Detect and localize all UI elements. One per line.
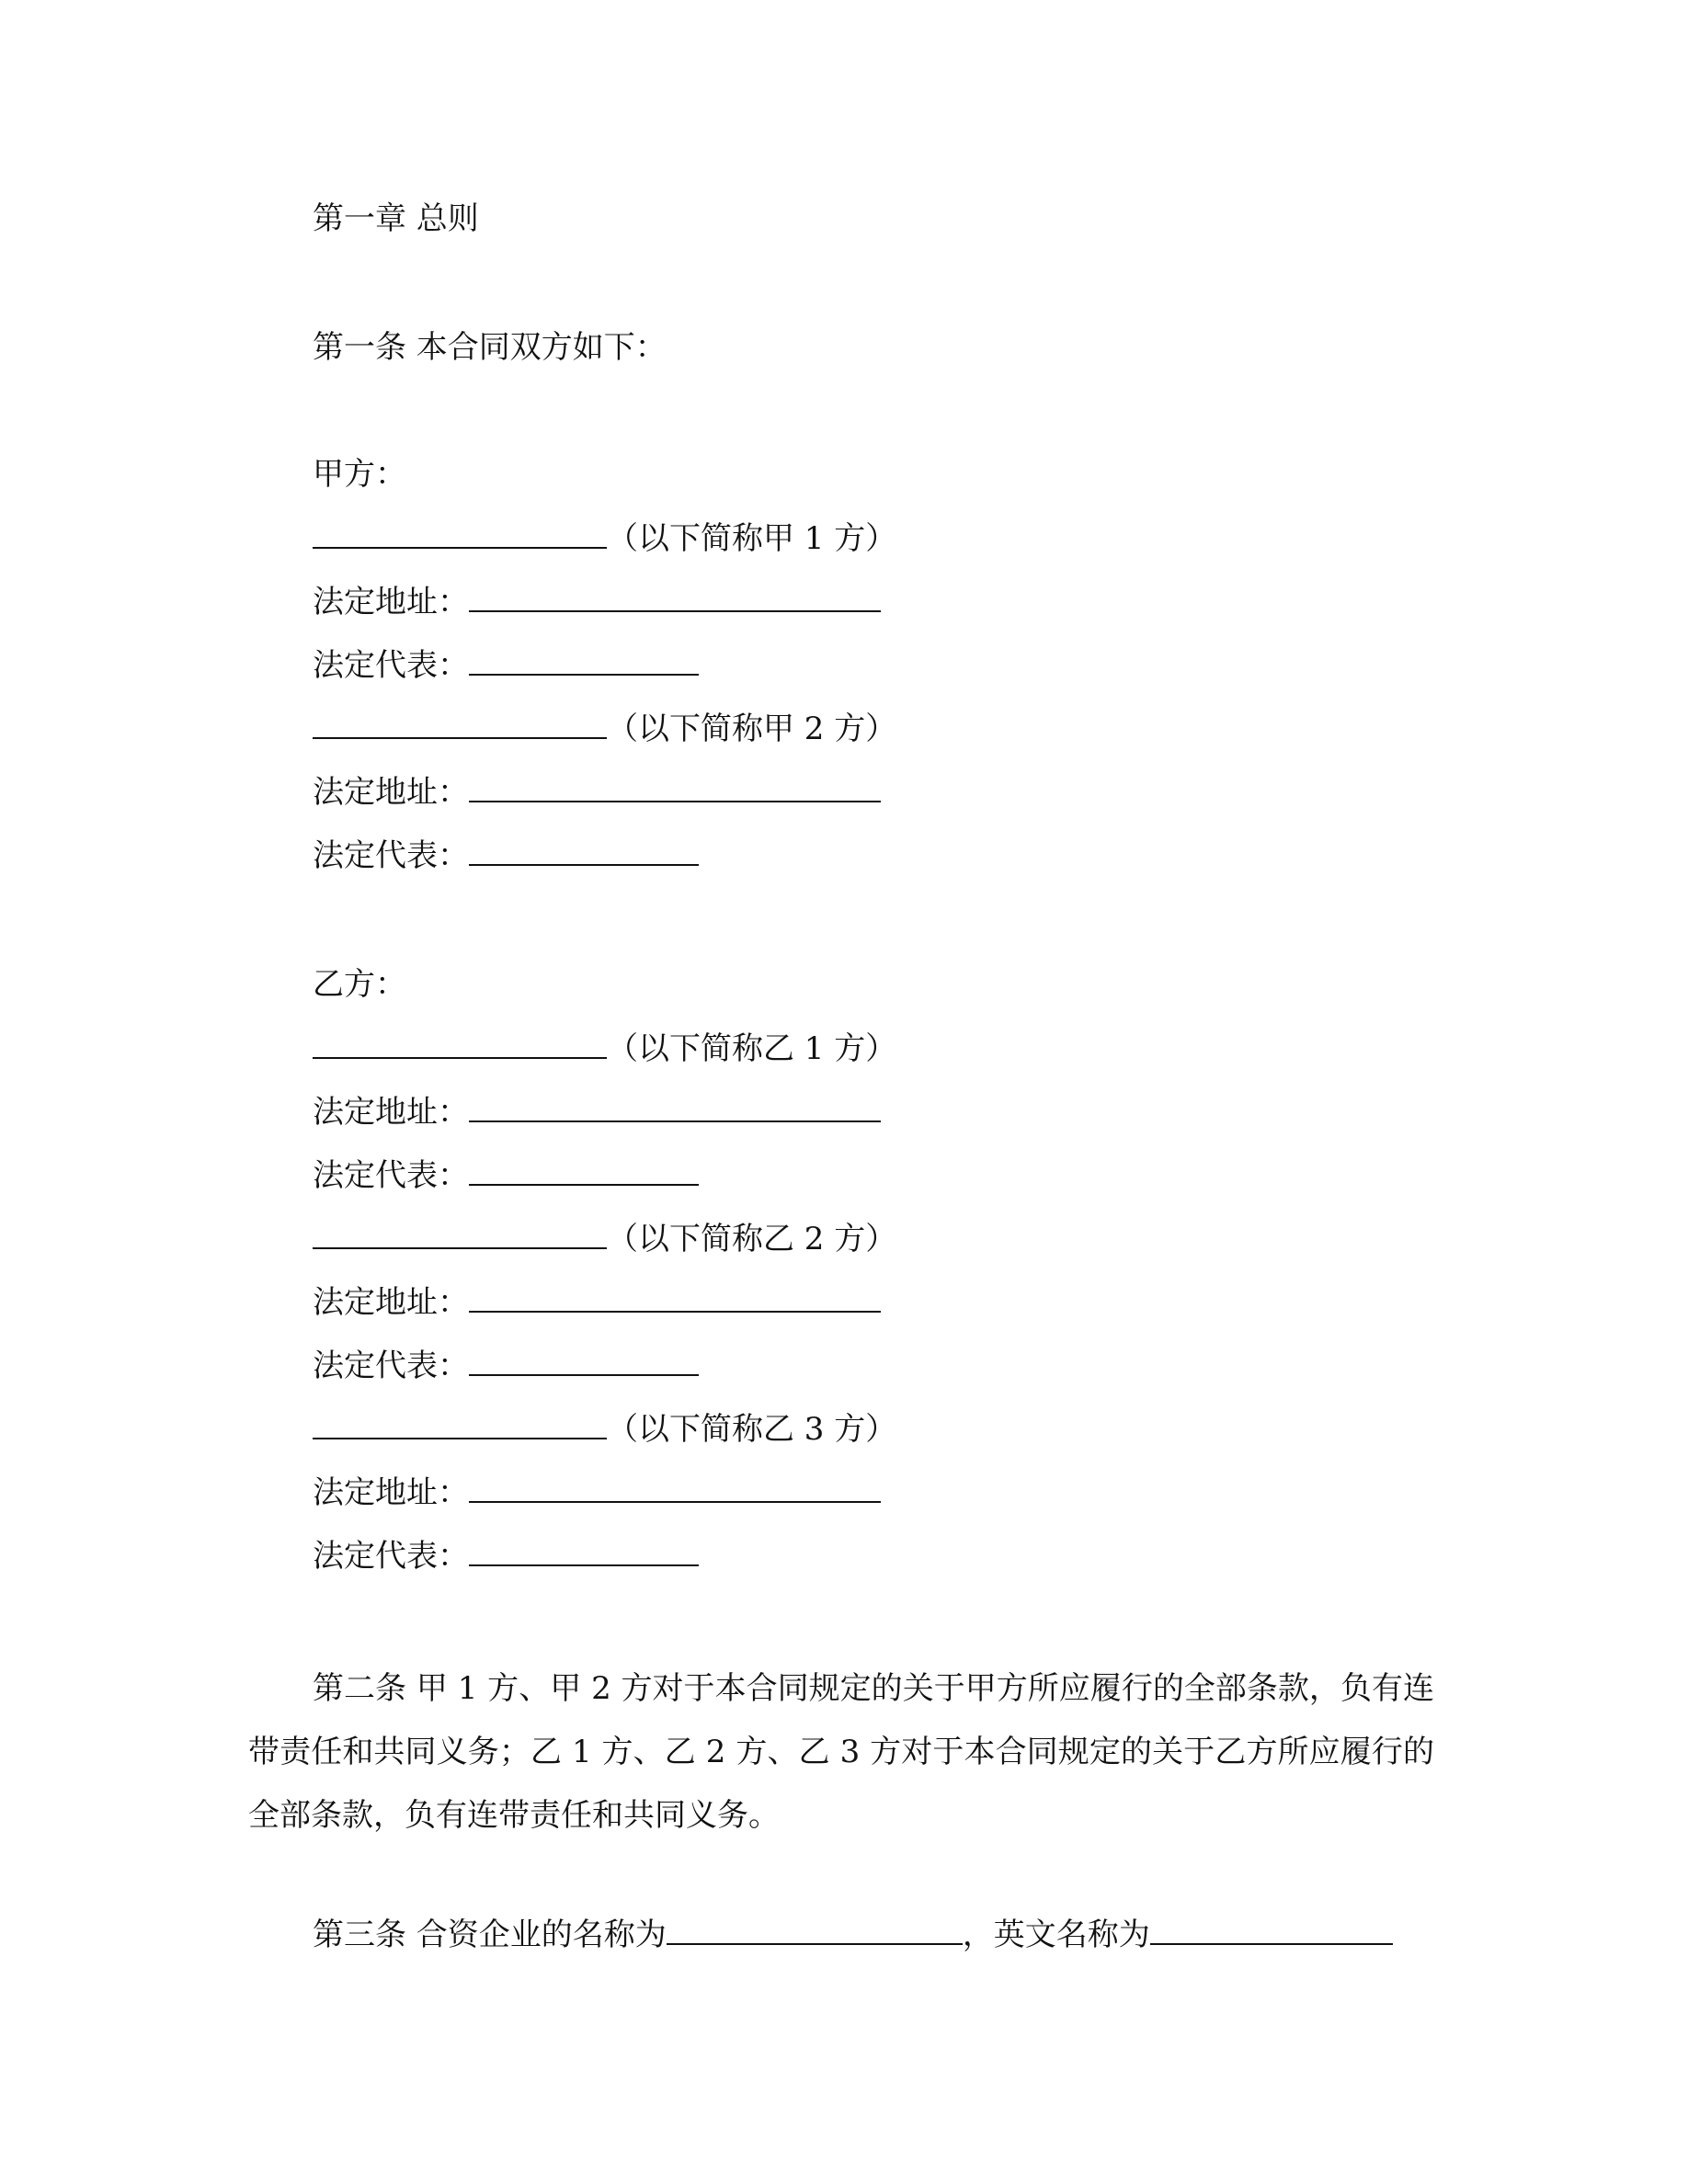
party-b3-rep-label: 法定代表：: [313, 1538, 469, 1575]
party-b-heading: 乙方：: [313, 966, 406, 1003]
party-b2-name-blank[interactable]: [313, 1220, 607, 1249]
party-a1-address-blank[interactable]: [469, 583, 881, 612]
party-a-heading: 甲方：: [313, 456, 406, 493]
party-b2-alias: （以下简称乙 2 方）: [607, 1221, 897, 1257]
party-b3-rep-blank[interactable]: [469, 1537, 699, 1566]
party-b3-address-blank[interactable]: [469, 1473, 881, 1503]
party-b3-address-label: 法定地址：: [313, 1474, 469, 1511]
party-a1-address-line: [313, 583, 881, 620]
party-b2-address-label: 法定地址：: [313, 1284, 469, 1321]
party-b2-address-line: [313, 1283, 881, 1321]
party-b2-rep-label: 法定代表：: [313, 1348, 469, 1384]
party-a1-name-line: [313, 519, 896, 557]
party-b1-rep-label: 法定代表：: [313, 1157, 469, 1194]
party-b1-address-label: 法定地址：: [313, 1094, 469, 1131]
party-a2-alias: （以下简称甲 2 方）: [607, 711, 897, 747]
party-a2-name-blank[interactable]: [313, 710, 607, 739]
party-b1-name-blank[interactable]: [313, 1029, 607, 1059]
party-a1-rep-line: [313, 646, 699, 684]
party-b1-address-line: [313, 1093, 881, 1131]
party-b3-rep-line: [313, 1537, 699, 1575]
article-3-middle: ，英文名称为: [962, 1917, 1150, 1953]
party-b1-alias: （以下简称乙 1 方）: [607, 1030, 897, 1067]
jv-chinese-name-blank[interactable]: [667, 1916, 963, 1945]
article-3-line: [313, 1916, 1393, 1953]
party-b3-name-blank[interactable]: [313, 1410, 607, 1439]
party-a2-rep-blank[interactable]: [469, 836, 699, 866]
party-a1-address-label: 法定地址：: [313, 584, 469, 620]
chapter-title: 第一章 总则: [313, 200, 479, 237]
party-b2-rep-line: [313, 1347, 699, 1384]
party-b2-name-line: [313, 1220, 896, 1257]
party-a2-address-line: [313, 773, 881, 811]
party-b3-address-line: [313, 1473, 881, 1511]
party-a1-alias: （以下简称甲 1 方）: [607, 520, 897, 557]
party-a1-rep-blank[interactable]: [469, 646, 699, 676]
party-a1-rep-label: 法定代表：: [313, 647, 469, 684]
article-1-heading: 第一条 本合同双方如下：: [313, 329, 667, 366]
party-b3-name-line: [313, 1410, 896, 1448]
party-a2-address-blank[interactable]: [469, 773, 881, 802]
party-a2-address-label: 法定地址：: [313, 774, 469, 811]
jv-english-name-blank[interactable]: [1150, 1916, 1393, 1945]
party-b2-address-blank[interactable]: [469, 1283, 881, 1313]
article-3-prefix: 第三条 合资企业的名称为: [313, 1917, 667, 1953]
party-a2-name-line: [313, 710, 896, 747]
party-a2-rep-label: 法定代表：: [313, 837, 469, 874]
party-b1-rep-line: [313, 1156, 699, 1194]
article-2-paragraph: 第二条 甲 1 方、甲 2 方对于本合同规定的关于甲方所应履行的全部条款，负有连带责任和共同义务；乙 1 方、乙 2 方、乙 3 方对于本合同规定的关于乙方所应履行的全部条款，负有连带责任和共同义务。: [248, 1670, 1434, 1834]
party-b2-rep-blank[interactable]: [469, 1347, 699, 1376]
party-b1-rep-blank[interactable]: [469, 1156, 699, 1186]
party-b3-alias: （以下简称乙 3 方）: [607, 1411, 897, 1448]
party-b1-address-blank[interactable]: [469, 1093, 881, 1122]
party-b1-name-line: [313, 1029, 896, 1067]
party-a2-rep-line: [313, 836, 699, 874]
party-a1-name-blank[interactable]: [313, 519, 607, 549]
